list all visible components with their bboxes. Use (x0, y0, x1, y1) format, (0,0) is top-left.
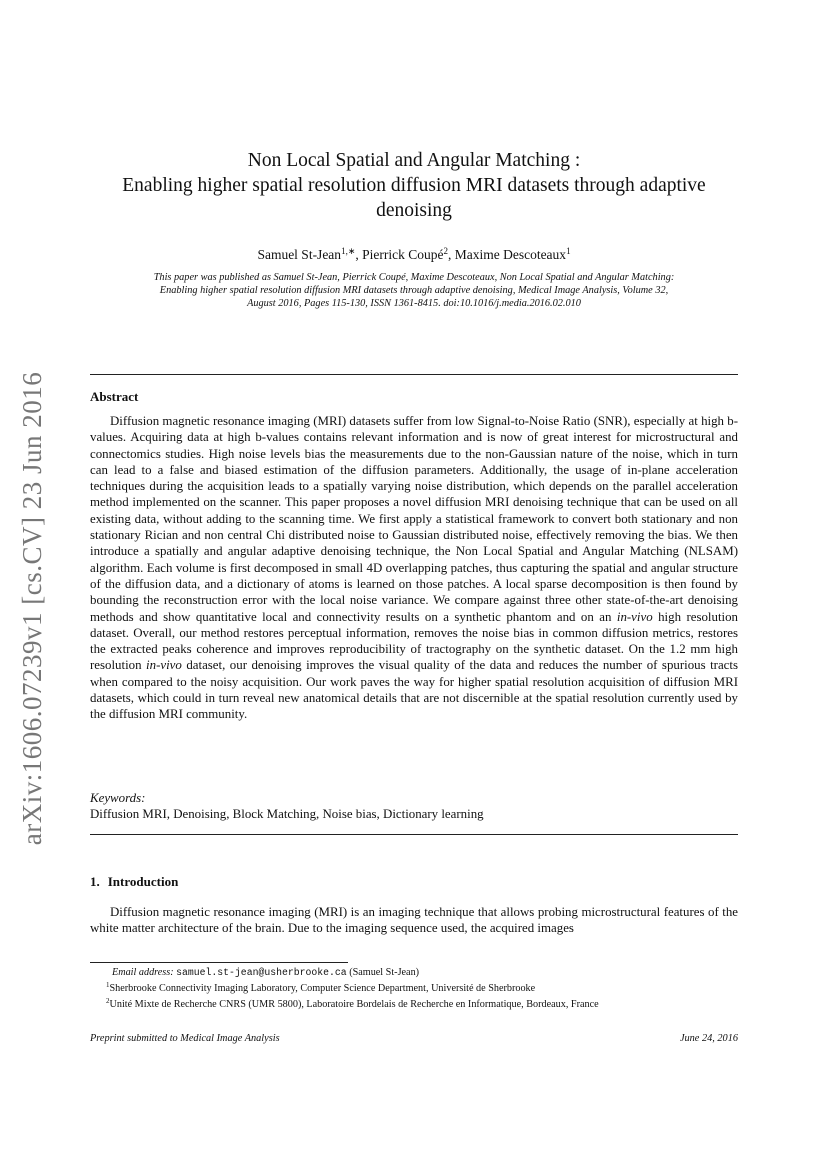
author-name: Maxime Descoteaux (454, 247, 567, 262)
title-line-3: denoising (376, 200, 452, 221)
publication-note (90, 271, 738, 310)
publication-note-line: August 2016, Pages 115-130, ISSN 1361-8415. doi:10.1016/j.media.2016.02.010 (247, 298, 581, 309)
arxiv-identifier: arXiv:1606.07239v1 [cs.CV] 23 Jun 2016 (17, 371, 48, 845)
abstract-text: dataset, our denoising improves the visual quality of the data and reduces the number of spurious tracts when compared to the noisy acquisition. Our work paves the way for higher spatial resolution acquisition of diffusion MRI datasets, which could in turn reveal new anatomical details that are not discernible at the spatial resolution currently used by the diffusion MRI community. (90, 658, 739, 722)
affiliation-text: Unité Mixte de Recherche CNRS (UMR 5800), Laboratoire Bordelais de Recherche en Informatique, Bordeaux, France (109, 999, 599, 1010)
author-list: Samuel St-Jean$^{1,∗}$, Pierrick Coupé$^2$, Maxime Descoteaux$^1$ (257, 246, 571, 262)
abstract-bottom-rule (90, 834, 738, 835)
affiliation-footnote (90, 979, 750, 995)
publication-note-line: This paper was published as Samuel St-Jean, Pierrick Coupé, Maxime Descoteaux, Non Local Spatial and Angular Matching: (153, 272, 675, 283)
affiliation-footnote (90, 995, 750, 1011)
arxiv-identifier-stamp (10, 368, 56, 848)
author-name: Pierrick Coupé (362, 247, 444, 262)
abstract-italic-term: in-vivo (146, 658, 182, 673)
section-heading (90, 874, 178, 890)
affiliation-mark: 2 (106, 997, 110, 1005)
abstract-top-rule (90, 374, 738, 375)
email-label: Email address: (112, 967, 174, 978)
email-address[interactable]: samuel.st-jean@usherbrooke.ca (176, 967, 347, 978)
introduction-paragraph: Diffusion magnetic resonance imaging (MRI) is an imaging technique that allows probing microstructural features of the white matter architecture of the brain. Due to the imaging sequence used, the acquired images (90, 905, 738, 936)
keywords-list: Diffusion MRI, Denoising, Block Matching, Noise bias, Dictionary learning (90, 807, 484, 821)
author-affiliation-mark: 1 (566, 246, 571, 256)
section-number: 1. (90, 874, 100, 889)
section-title: Introduction (107, 874, 179, 889)
publication-note-line: Enabling higher spatial resolution diffusion MRI datasets through adaptive denoising, Medical Image Analysis, Volume 32, (159, 285, 669, 296)
author-affiliation-mark: 2 (443, 246, 448, 256)
abstract-text: high resolution dataset. Overall, our method restores perceptual information, removes the noise bias in common diffusion metrics, restores the extracted peaks coherence and improves reproducibility of tractography on the synthetic dataset. On the 1.2 mm high resolution (90, 609, 738, 673)
title-line-2: Enabling higher spatial resolution diffusion MRI datasets through adaptive (122, 175, 706, 196)
footnote-rule (90, 962, 348, 963)
keywords-label: Keywords: (90, 791, 146, 805)
affiliation-text: Sherbrooke Connectivity Imaging Laboratory, Computer Science Department, Université de Sherbrooke (109, 983, 536, 994)
footnotes (90, 966, 750, 1011)
author-name: Samuel St-Jean (257, 247, 342, 262)
abstract-body (90, 413, 738, 723)
title-line-1: Non Local Spatial and Angular Matching : (247, 150, 581, 171)
date-footer: June 24, 2016 (679, 1033, 738, 1044)
abstract-italic-term: in-vivo (616, 609, 653, 624)
author-affiliation-mark: 1,∗ (341, 246, 356, 256)
abstract-text: Diffusion magnetic resonance imaging (MRI) datasets suffer from low Signal-to-Noise Ratio (SNR), especially at high b-values. Acquiring data at high b-values contains relevant information and is now of great interest for microstructural and connectomics studies. High noise levels bias the measurements due to the non-Gaussian nature of the noise, which in turn can lead to a false and biased estimation of the diffusion parameters. Additionally, the usage of in-plane acceleration techniques during the acquisition leads to a spatially varying noise distribution, which depends on the parallel acceleration method implemented on the scanner. This paper proposes a novel diffusion MRI denoising technique that can be used on all existing data, without adding to the scanning time. We first apply a statistical framework to convert both stationary and non stationary Rician and non central Chi distributed noise to Gaussian distributed noise, effectively removing the bias. We then introduce a spatially and angular adaptive denoising technique, the Non Local Spatial and Angular Matching (NLSAM) algorithm. Each volume is first decomposed in small 4D overlapping patches, thus capturing the spatial and angular structure of the diffusion data, and a dictionary of atoms is learned on those patches. A local sparse decomposition is then found by bounding the reconstruction error with the local noise variance. We compare against three other state-of-the-art denoising methods and show quantitative local and connectivity results on a synthetic phantom and on an (90, 414, 738, 624)
paper-title (90, 148, 738, 223)
affiliation-mark: 1 (106, 981, 110, 989)
preprint-footer: Preprint submitted to Medical Image Analysis (90, 1033, 280, 1044)
email-footnote (90, 966, 750, 979)
email-owner: (Samuel St-Jean) (349, 967, 420, 978)
abstract-heading: Abstract (90, 389, 139, 404)
